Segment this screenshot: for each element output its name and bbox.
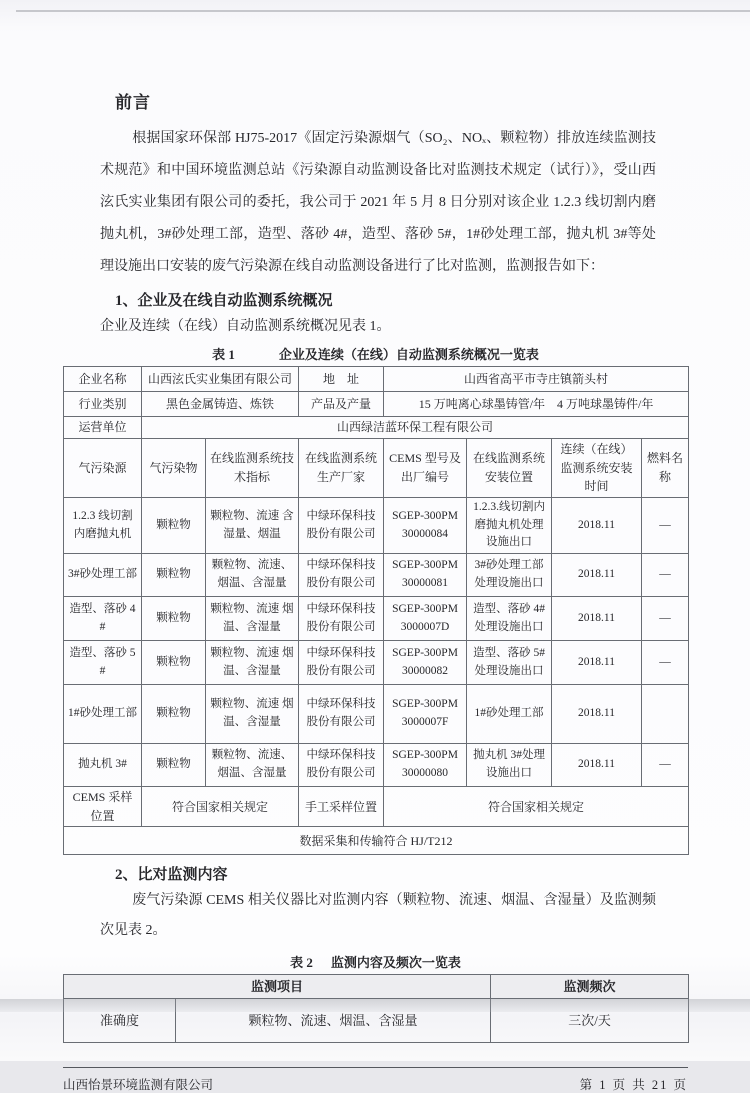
cell-source: 造型、落砂 5# [64, 641, 142, 685]
table-row-company [64, 367, 689, 392]
cell-manufacturer: 中绿环保科技股份有限公司 [299, 497, 384, 553]
section2-heading: 2、比对监测内容 [115, 867, 228, 884]
cell-install-time: 2018.11 [552, 554, 642, 597]
preface-heading: 前言 [115, 93, 151, 112]
cell-model-serial [384, 641, 467, 685]
cell-pollutant: 颗粒物 [142, 554, 206, 597]
cell-indicators: 颗粒物、流速 烟温、含湿量 [206, 597, 299, 641]
cell-serial: 30000081 [402, 577, 449, 590]
cell-install-time: 2018.11 [552, 497, 642, 553]
cell-pollutant: 颗粒物 [142, 597, 206, 641]
scan-artifact-topline [16, 10, 750, 12]
cell-manufacturer: 中绿环保科技股份有限公司 [299, 744, 384, 787]
table-row [64, 554, 689, 597]
cell-manufacturer: 中绿环保科技股份有限公司 [299, 597, 384, 641]
section1-intro: 企业及连续（在线）自动监测系统概况见表 1。 [100, 319, 391, 334]
cell-serial: 3000007D [400, 620, 450, 633]
table1-caption [63, 344, 688, 363]
company-value-cell: 山西泫氏实业集团有限公司 [142, 367, 299, 392]
cell-source: 1#砂处理工部 [64, 685, 142, 744]
cell-source: 抛丸机 3# [64, 744, 142, 787]
table-row [64, 641, 689, 685]
col-header-fuel: 燃料名称 [642, 439, 689, 498]
cems-sampling-value-cell: 符合国家相关规定 [142, 787, 299, 827]
manual-sampling-value-cell: 符合国家相关规定 [384, 787, 689, 827]
cell-model: SGEP-300PM [392, 602, 458, 615]
cell-model-serial [384, 744, 467, 787]
footer-company-name: 山西怡景环境监测有限公司 [63, 1078, 214, 1093]
section1-heading: 1、企业及在线自动监测系统概况 [115, 293, 333, 309]
cell-model-serial [384, 497, 467, 553]
table1-title: 企业及连续（在线）自动监测系统概况一览表 [278, 347, 539, 362]
cell-fuel: — [642, 744, 689, 787]
cell-fuel [642, 685, 689, 744]
table-row [64, 597, 689, 641]
cell-serial: 30000080 [402, 767, 449, 780]
address-value-cell: 山西省高平市寺庄镇箭头村 [384, 367, 689, 392]
cell-location: 造型、落砂 4# 处理设施出口 [467, 597, 552, 641]
product-label-cell: 产品及产量 [299, 392, 384, 417]
cell-location: 造型、落砂 5# 处理设施出口 [467, 641, 552, 685]
table2-title: 监测内容及频次一览表 [330, 955, 461, 971]
table-row [64, 744, 689, 787]
manual-sampling-label-cell: 手工采样位置 [299, 787, 384, 827]
cell-source: 造型、落砂 4# [64, 597, 142, 641]
cell-model: SGEP-300PM [392, 698, 458, 711]
col-header-location: 在线监测系统安装位置 [467, 439, 552, 498]
cell-fuel: — [642, 641, 689, 685]
cell-location: 1.2.3.线切割内磨抛丸机处理设施出口 [467, 497, 552, 553]
cell-model-serial [384, 685, 467, 744]
table-row [64, 497, 689, 553]
table-row-data-note [64, 827, 689, 855]
preface-paragraph: 根据国家环保部 HJ75-2017《固定污染源烟气（SO₂、NOₓ、颗粒物）排放连续监测技术规范》和中国环境监测总站《污染源自动监测设备比对监测技术规定（试行）》，受山西泫氏实业集团有限公司的委托，我公司于 2021 年 5 月 8 日分别对该企业 1.2.3 线切割内磨抛丸机，3#砂处理工部，造型、落砂 4#，造型、落砂 5#，1#砂处理工部，抛丸机 3#等处理设施出口安装的废气污染源在线自动监测设备进行了比对监测，监测报告如下： [100, 131, 656, 274]
cell-source: 1.2.3 线切割内磨抛丸机 [64, 497, 142, 553]
table1-label: 表 1 [212, 347, 235, 362]
col-header-source: 气污染源 [64, 439, 142, 498]
table2-caption [63, 952, 688, 971]
cell-location: 3#砂处理工部处理设施出口 [467, 554, 552, 597]
cell-model: SGEP-300PM [392, 749, 458, 762]
col-header-install-time: 连续（在线）监测系统安装时间 [552, 439, 642, 498]
col-header-manufacturer: 在线监测系统生产厂家 [299, 439, 384, 498]
cell-category: 准确度 [64, 999, 176, 1043]
cell-install-time: 2018.11 [552, 597, 642, 641]
cell-model-serial [384, 597, 467, 641]
table2-header-row [64, 975, 689, 999]
cell-model: SGEP-300PM [392, 646, 458, 659]
table1-header-row [64, 439, 689, 498]
cell-install-time: 2018.11 [552, 641, 642, 685]
cell-indicators: 颗粒物、流速 烟温、含湿量 [206, 641, 299, 685]
table2-label: 表 2 [290, 955, 313, 971]
col-header-pollutant: 气污染物 [142, 439, 206, 498]
cell-frequency: 三次/天 [491, 999, 689, 1043]
cell-pollutant: 颗粒物 [142, 497, 206, 553]
col-header-model: CEMS 型号及出厂编号 [384, 439, 467, 498]
cell-fuel: — [642, 554, 689, 597]
operator-label-cell: 运营单位 [64, 417, 142, 439]
cell-manufacturer: 中绿环保科技股份有限公司 [299, 554, 384, 597]
cell-indicators: 颗粒物、流速、烟温、含湿量 [206, 744, 299, 787]
table-row-sampling [64, 787, 689, 827]
col-header-monitoring-items: 监测项目 [64, 975, 491, 999]
footer-page-number: 第 1 页 共 21 页 [579, 1078, 688, 1093]
cell-fuel: — [642, 497, 689, 553]
cell-manufacturer: 中绿环保科技股份有限公司 [299, 685, 384, 744]
industry-value-cell: 黑色金属铸造、炼铁 [142, 392, 299, 417]
address-label-cell: 地 址 [299, 367, 384, 392]
data-transmission-note-cell: 数据采集和传输符合 HJ/T212 [64, 827, 689, 855]
cell-model: SGEP-300PM [392, 509, 458, 522]
operator-value-cell: 山西绿洁蓝环保工程有限公司 [142, 417, 689, 439]
cell-manufacturer: 中绿环保科技股份有限公司 [299, 641, 384, 685]
table-row-industry [64, 392, 689, 417]
cell-location: 抛丸机 3#处理设施出口 [467, 744, 552, 787]
col-header-monitoring-frequency: 监测频次 [491, 975, 689, 999]
cell-indicators: 颗粒物、流速 含湿量、烟温 [206, 497, 299, 553]
section2-intro: 废气污染源 CEMS 相关仪器比对监测内容（颗粒物、流速、烟温、含湿量）及监测频次见表 2。 [100, 893, 656, 939]
cell-serial: 30000084 [402, 527, 449, 540]
cems-sampling-label-cell: CEMS 采样位置 [64, 787, 142, 827]
cell-indicators: 颗粒物、流速 烟温、含湿量 [206, 685, 299, 744]
industry-label-cell: 行业类别 [64, 392, 142, 417]
scan-artifact-bottomband [0, 999, 750, 1012]
cell-serial: 30000082 [402, 664, 449, 677]
cell-model-serial [384, 554, 467, 597]
company-label-cell: 企业名称 [64, 367, 142, 392]
page-footer [63, 1067, 688, 1093]
cell-fuel: — [642, 597, 689, 641]
cell-install-time: 2018.11 [552, 744, 642, 787]
table1-overview [63, 366, 689, 855]
cell-model: SGEP-300PM [392, 559, 458, 572]
table-row [64, 685, 689, 744]
cell-pollutant: 颗粒物 [142, 744, 206, 787]
page-content [63, 88, 688, 1093]
cell-items: 颗粒物、流速、烟温、含湿量 [176, 999, 491, 1043]
cell-source: 3#砂处理工部 [64, 554, 142, 597]
product-value-cell: 15 万吨离心球墨铸管/年 4 万吨球墨铸件/年 [384, 392, 689, 417]
col-header-indicators: 在线监测系统技术指标 [206, 439, 299, 498]
cell-install-time: 2018.11 [552, 685, 642, 744]
cell-indicators: 颗粒物、流速、烟温、含湿量 [206, 554, 299, 597]
table-row-operator [64, 417, 689, 439]
cell-pollutant: 颗粒物 [142, 641, 206, 685]
cell-location: 1#砂处理工部 [467, 685, 552, 744]
cell-pollutant: 颗粒物 [142, 685, 206, 744]
cell-serial: 3000007F [401, 716, 449, 729]
